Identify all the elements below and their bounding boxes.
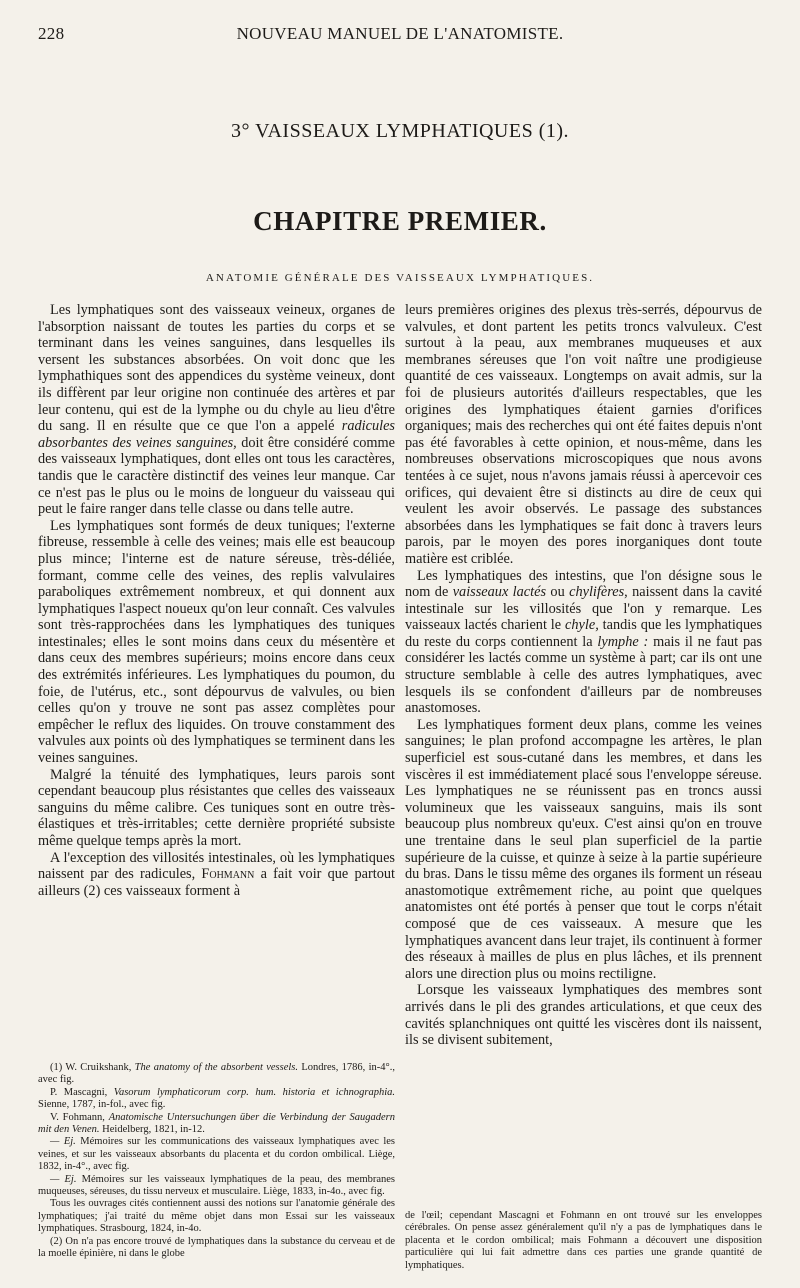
footnote: — Ej. Mémoires sur les vaisseaux lymphatiques de la peau, des membranes muqueuses, séreuses, du tissu nerveux et musculaire. Liège, 1833, in-4o., avec fig.: [38, 1173, 396, 1198]
paragraph: Les lymphatiques sont des vaisseaux veineux, organes de l'absorption naissant de toutes les parties du corps et se terminant dans les veines sanguines, dans lesquelles ils versent les substances absorbées. On voit donc que les lymphathiques sont des appendices du système veineux, dont ils diffèrent par leur origine non continuée des artères et par leur contenu, qui est de la lymphe ou du chyle au lieu d'être du sang. Il en résulte que ce que l'on a appelé radicules absorbantes des veines sanguines, doit être considéré comme des vaisseaux lymphatiques, dont elles ont tous les caractères, tandis que le caractère distinctif des veines leur manque. Car ce n'est pas le plus ou le moins de longueur du vaisseau qui peut le faire ranger dans telle classe ou dans telle autre.: [38, 302, 396, 518]
subheading: ANATOMIE GÉNÉRALE DES VAISSEAUX LYMPHATIQUES.: [205, 272, 595, 284]
paragraph: Les lymphatiques forment deux plans, comme les veines sanguines; le plan profond accompagne les artères, le plan superficiel est sous-cutané dans les membres, et dans les viscères il est immédiatement placé sous l'enveloppe séreuse. Les lymphatiques ne se réunissent pas en troncs aussi volumineux que les vaisseaux sanguins, mais ils sont beaucoup plus nombreux qu'eux. C'est ainsi qu'on en trouve une trentaine dans le seul plan superficiel de la partie supérieure de la cuisse, et quinze à seize à la partie supérieure du bras. Dans le tissu même des organes ils forment un réseau anastomotique extrêmement riche, au point que quelques anatomistes ont été portés à penser que tout le corps n'était composé que de ces vaisseaux. A mesure que les lymphatiques avancent dans leur trajet, ils continuent à former des réseaux à mailles de plus en plus lâches, et ils prennent alors une direction plus ou moins rectiligne.: [405, 716, 762, 982]
paragraph: Malgré la ténuité des lymphatiques, leurs parois sont cependant beaucoup plus résistantes que celles des vaisseaux sanguins du même calibre. Ces tuniques sont en outre très-élastiques et très-irritables; cette dernière propriété subsiste même quelque temps après la mort.: [38, 766, 395, 849]
paragraph: A l'exception des villosités intestinales, où les lymphatiques naissent par des radicules, Fohmann a fait voir que partout ailleurs (2) ces vaisseaux forment à: [38, 849, 395, 899]
paragraph: Lorsque les vaisseaux lymphatiques des membres sont arrivés dans le pli des grandes articulations, et que ceux des cavités splanchniques ont quitté les viscères dont ils naissent, ils se divisent subitement,: [405, 982, 762, 1049]
footnote: Tous les ouvrages cités contiennent aussi des notions sur l'anatomie générale des lymphatiques; j'ai traité du même objet dans mon Essai sur les vaisseaux lymphatiques. Strasbourg, 1824, in-4o.: [38, 1198, 395, 1235]
paragraph: Les lymphatiques des intestins, que l'on désigne sous le nom de vaisseaux lactés ou chylifères, naissent dans la cavité intestinale sur les villosités que l'on y remarque. Les vaisseaux lactés charient le chyle, tandis que les lymphatiques du reste du corps contiennent la lymphe : mais il ne faut pas considérer les lactés comme un système à part; car ils ont une structure semblable à celle des autres lymphatiques, avec lesquels ils se confondent d'ailleurs par de nombreuses anastomoses.: [405, 567, 763, 717]
footnote: (1) W. Cruikshank, The anatomy of the absorbent vessels. Londres, 1786, in-4°., avec fig.: [38, 1062, 395, 1086]
page-number: 228: [38, 24, 65, 43]
footnotes-left: [38, 1062, 395, 1261]
left-column: [38, 302, 395, 899]
chapter-title: CHAPITRE PREMIER.: [253, 206, 547, 236]
paragraph: Les lymphatiques sont formés de deux tuniques; l'externe fibreuse, ressemble à celle des veines; mais elle est beaucoup plus mince; l'interne est de nature séreuse, très-déliée, formant, comme celle des veines, des replis valvulaires paraboliques extrêmement nombreux, et qui donnent aux lymphatiques l'aspect noueux qu'on leur connaît. Ces valvules sont très-rapprochées dans les lymphatiques des tuniques intestinales; elles le sont moins dans ceux du mésentère et dans ceux des membres supérieurs; moins encore dans ceux des extrémités inférieures. Les lymphatiques du poumon, du foie, de l'utérus, etc., sont dépourvus de valvules, ou bien celles qu'on y trouve ne sont pas assez complètes pour empêcher le reflux des liquides. On trouve constamment des valvules aux points où des lymphatiques se terminent dans les veines sanguines.: [38, 517, 395, 767]
running-title: NOUVEAU MANUEL DE L'ANATOMISTE.: [236, 24, 564, 43]
footnote: P. Mascagni, Vasorum lymphaticorum corp. hum. historia et ichnographia. Sienne, 1787, in-fol., avec fig.: [38, 1086, 395, 1111]
footnote: V. Fohmann, Anatomische Untersuchungen über die Verbindung der Saugadern mit den Venen. Heidelberg, 1821, in-12.: [38, 1111, 396, 1136]
footnote: de l'œil; cependant Mascagni et Fohmann en ont trouvé sur les enveloppes cérébrales. On pense assez généralement qu'il n'y a pas de lymphatiques dans le placenta et le cordon ombilical; mais Fohmann a découvert une disposition particulière qui lui fait admettre dans ces parties une grande quantité de lymphatiques.: [405, 1210, 762, 1271]
section-title: 3° VAISSEAUX LYMPHATIQUES (1).: [230, 120, 570, 142]
right-column: [405, 302, 762, 1049]
running-header: [38, 24, 762, 44]
footnotes-right: [405, 1210, 762, 1272]
paragraph: leurs premières origines des plexus très-serrés, dépourvus de valvules, et dont partent les petits troncs valvuleux. C'est surtout à la peau, aux membranes muqueuses et aux membranes séreuses que l'on voit naître une prodigieuse quantité de ces vaisseaux. Longtemps on avait admis, sur la foi de plusieurs autorités d'ailleurs respectables, que les origines des lymphatiques étaient garnies d'orifices organiques; mais des recherches qui ont été faites depuis n'ont pas été favorables à cette opinion, et nous-même, dans les nombreuses observations microscopiques que nous avons tentées à ce sujet, nous n'avons jamais réussi à apercevoir ces orifices, qui devaient être si distincts au dire de ceux qui veulent les avoir observés. Le passage des substances absorbées dans les lymphatiques se fait donc à travers leurs parois, par le moyen des pores inorganiques dont toute matière est criblée.: [405, 302, 762, 567]
footnote: (2) On n'a pas encore trouvé de lymphatiques dans la substance du cerveau et de la moelle épinière, ni dans le globe: [38, 1235, 395, 1260]
footnote: — Ej. Mémoires sur les communications des vaisseaux lymphatiques avec les veines, et sur les vaisseaux absorbants du placenta et du cordon ombilical. Liège, 1832, in-4°., avec fig.: [38, 1136, 396, 1173]
